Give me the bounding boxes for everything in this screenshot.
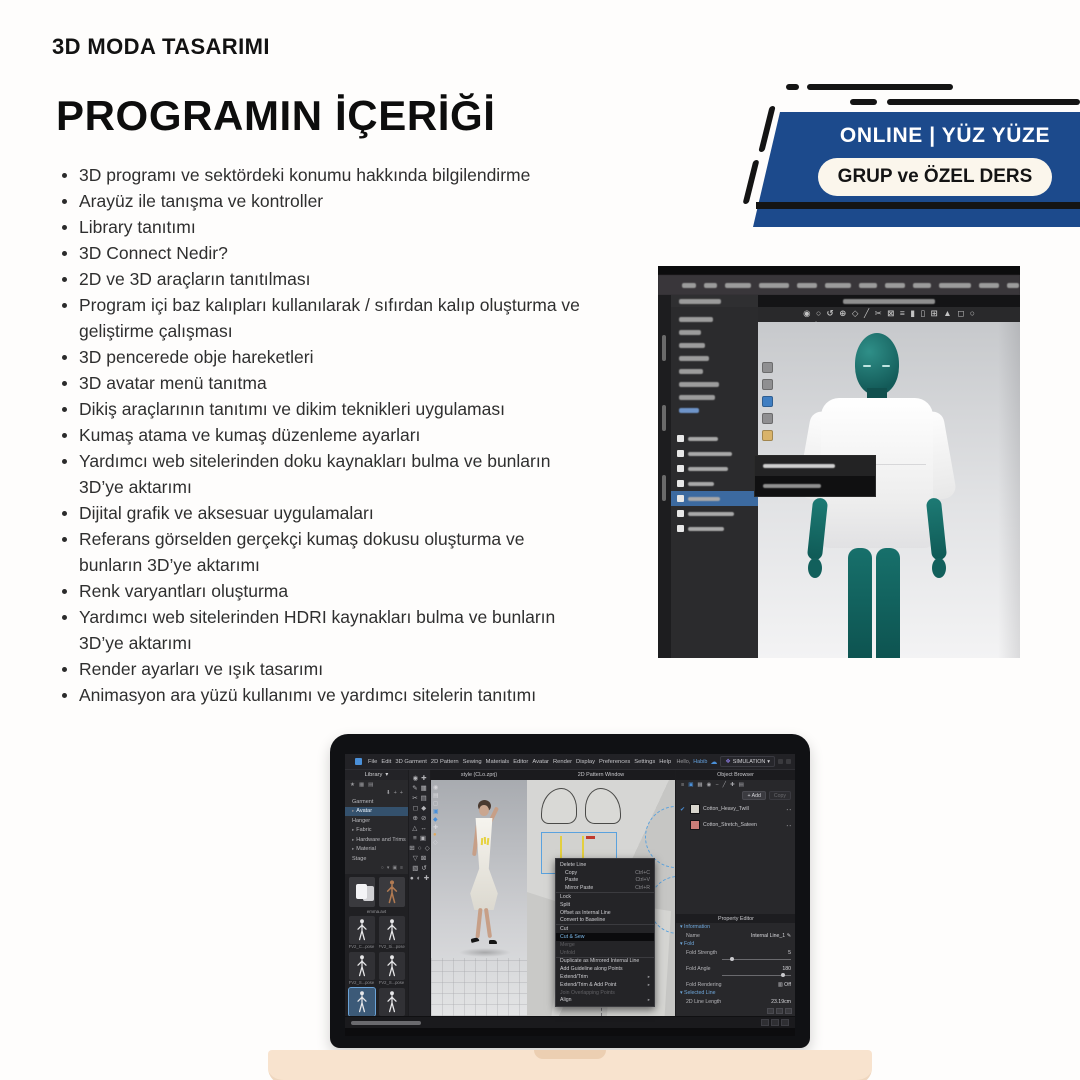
measure-mark <box>586 836 595 839</box>
context-menu-item[interactable]: Split <box>560 901 571 908</box>
model-shoe <box>471 937 480 943</box>
material-list <box>676 801 795 833</box>
slider-handle[interactable] <box>781 973 785 977</box>
file-row[interactable] <box>671 491 758 506</box>
search-icon[interactable]: ○ <box>380 864 384 871</box>
topic-item: 3D Connect Nedir? <box>60 240 587 266</box>
property-rows <box>676 948 795 989</box>
tree-item-blurred[interactable] <box>671 365 758 378</box>
app-logo-icon <box>355 758 362 765</box>
menu-item-blurred[interactable] <box>885 283 905 288</box>
topic-item: Dijital grafik ve aksesuar uygulamaları <box>60 500 587 526</box>
garment-thumbnail[interactable] <box>349 877 375 907</box>
viewport-side-icons <box>762 362 776 447</box>
menu-items <box>368 759 671 765</box>
tool-icon[interactable]: ⊠ <box>887 308 895 318</box>
model-shoe <box>489 940 497 944</box>
topic-item: Animasyon ara yüzü kullanımı ve yardımcı sitelerin tanıtımı <box>60 682 587 708</box>
viewport-icon[interactable]: ◻ <box>433 801 438 807</box>
property-editor <box>676 914 795 1016</box>
tool-icon[interactable]: ⊞ <box>930 308 938 318</box>
topic-item: Arayüz ile tanışma ve kontroller <box>60 188 587 214</box>
viewport-titlebar <box>758 295 1020 307</box>
library-add-row <box>345 789 408 797</box>
browser-icon[interactable]: ◉ <box>706 782 712 788</box>
section-selected-line[interactable]: ▾ Selected Line <box>680 990 716 996</box>
slider-handle[interactable] <box>730 957 734 961</box>
topic-item: Yardımcı web sitelerinden HDRI kaynakları bulma ve bunların 3D’ye aktarımı <box>60 604 587 656</box>
menu-item[interactable]: Sewing <box>462 758 482 765</box>
toolbar <box>758 307 1020 322</box>
check-icon: ✔ <box>680 806 686 813</box>
minimize-button[interactable] <box>778 759 783 764</box>
topic-item: 3D programı ve sektördeki konumu hakkında bilgilendirme <box>60 162 587 188</box>
context-menu-item[interactable]: Mirror Paste Ctrl+R <box>565 885 650 892</box>
material-row-icons[interactable]: ▪ ▪ <box>786 806 791 812</box>
avatar-thumbnail[interactable] <box>379 877 405 907</box>
pose-cell[interactable] <box>349 952 375 986</box>
menu-item[interactable]: 3D Garment <box>395 758 427 765</box>
checkbox[interactable] <box>677 435 684 442</box>
tool-icon[interactable]: ↔ <box>420 825 427 832</box>
username-link[interactable]: Habib <box>693 758 708 765</box>
tool-icon[interactable]: ○ <box>969 308 975 318</box>
menu-item-blurred[interactable] <box>913 283 931 288</box>
checkbox[interactable] <box>677 450 684 457</box>
tool-icon[interactable]: ▣ <box>419 835 426 842</box>
menu-item[interactable]: Render <box>553 758 573 765</box>
tool-icon[interactable]: ▦ <box>420 785 427 792</box>
menu-item-blurred[interactable] <box>979 283 999 288</box>
name-value[interactable]: Internal Line_1 ✎ <box>750 932 791 939</box>
browser-icon[interactable]: ╱ <box>722 782 726 788</box>
menu-item-blurred[interactable] <box>859 283 877 288</box>
file-row[interactable] <box>671 461 758 476</box>
context-menu-item[interactable]: Duplicate as Mirrored Internal Line <box>556 957 654 966</box>
avatar-hand <box>932 558 946 578</box>
tree-item-blurred[interactable] <box>671 404 758 417</box>
topic-item: 2D ve 3D araçların tanıtılması <box>60 266 587 292</box>
material-swatch <box>690 804 700 814</box>
library-tree-item[interactable]: Hanger <box>352 817 371 824</box>
topic-item: Library tanıtımı <box>60 214 587 240</box>
tool-icon[interactable]: ↺ <box>421 865 427 872</box>
property-row: Fold Angle 180 <box>676 964 795 978</box>
pose-figure-icon <box>384 954 400 978</box>
menu-item[interactable]: Preferences <box>599 758 631 765</box>
model-face <box>479 805 489 816</box>
section-information[interactable]: ▾ Information <box>680 924 710 930</box>
tool-strip <box>409 770 431 1016</box>
tree-item-blurred[interactable] <box>671 339 758 352</box>
viewport-icon[interactable]: ◆ <box>433 817 438 823</box>
tool-icon[interactable]: ▯ <box>920 308 926 318</box>
tool-icon[interactable]: ✂ <box>874 308 882 318</box>
kicker-title: 3D MODA TASARIMI <box>52 34 270 59</box>
pose-figure-icon <box>354 990 370 1014</box>
context-menu-item[interactable]: Delete Line <box>560 861 587 868</box>
window-titlebar <box>658 266 1020 275</box>
context-menu-item[interactable]: Extend/Trim ▸ <box>556 973 654 981</box>
menu-item[interactable]: File <box>368 758 378 765</box>
library-tree <box>345 797 408 864</box>
viewport-icon[interactable] <box>762 362 773 373</box>
topic-item: Yardımcı web sitelerinden doku kaynakları bulma ve bunların 3D’ye aktarımı <box>60 448 587 500</box>
library-icon[interactable]: ▤ <box>368 781 374 788</box>
file-row[interactable] <box>671 446 758 461</box>
floor-grid <box>431 958 527 1016</box>
tool-icon[interactable]: ◉ <box>412 775 419 782</box>
cloud-icon[interactable]: ☁ <box>710 758 718 766</box>
context-menu-item[interactable]: Unfold <box>560 949 575 956</box>
tool-icon[interactable]: ✚ <box>423 875 430 882</box>
model-leg <box>484 908 492 938</box>
scene-tree-panel <box>671 307 758 658</box>
line-length-value: 23.19cm <box>771 998 791 1005</box>
object-browser-panel <box>675 770 795 1016</box>
checkbox[interactable] <box>677 480 684 487</box>
browser-icon[interactable]: ▣ <box>688 782 694 788</box>
viewport-icon[interactable]: ▤ <box>433 793 439 799</box>
viewport-icon[interactable]: ▣ <box>433 809 439 815</box>
topic-item: 3D pencerede obje hareketleri <box>60 344 587 370</box>
tool-icon[interactable]: ≡ <box>899 308 905 318</box>
context-menu-item[interactable]: Merge <box>560 941 575 948</box>
menu-item-blurred[interactable] <box>704 283 717 288</box>
menu-item-blurred[interactable] <box>797 283 817 288</box>
pattern-2d-titlebar[interactable]: 2D Pattern Window <box>527 770 675 780</box>
context-tooltip[interactable] <box>754 455 876 497</box>
badge-outline-stroke <box>743 160 760 204</box>
checkbox[interactable] <box>677 495 684 502</box>
object-browser-icons <box>676 780 795 790</box>
search-icon[interactable]: ▾ <box>386 864 390 871</box>
screenshot-3d-avatar-software <box>658 266 1020 658</box>
tool-icon[interactable]: ⊞ <box>409 845 415 852</box>
tool-icon[interactable]: ○ <box>816 308 822 318</box>
badge-underline <box>756 202 1080 209</box>
pose-figure-icon <box>384 990 400 1014</box>
pose-file-label: FV2_S...pose <box>378 979 405 985</box>
screenshot-clo3d <box>345 754 795 1036</box>
material-row[interactable]: ✔ Cotton_Heavy_Twill ▪ ▪ <box>680 806 791 813</box>
tool-icon[interactable]: ▽ <box>412 855 418 862</box>
file-row[interactable] <box>671 431 758 446</box>
material-swatch <box>690 820 700 830</box>
avatar-eye <box>882 365 890 367</box>
menu-item[interactable]: Materials <box>485 758 510 765</box>
menu-item-blurred[interactable] <box>939 283 971 288</box>
context-menu-item[interactable]: Align ▸ <box>556 997 654 1005</box>
simulation-button[interactable]: ❖ SIMULATION ▾ <box>720 756 775 767</box>
format-badge <box>740 76 1080 236</box>
tree-item-blurred[interactable] <box>671 326 758 339</box>
topic-item: Program içi baz kalıpları kullanılarak / sıfırdan kalıp oluşturma ve geliştirme çalışması <box>60 292 587 344</box>
tool-icon[interactable]: ⊕ <box>839 308 847 318</box>
simulation-icon: ❖ <box>725 759 731 765</box>
menu-item-blurred[interactable] <box>825 283 851 288</box>
section-fold[interactable]: ▾ Fold <box>680 941 695 947</box>
browser-icon[interactable]: ▦ <box>697 782 703 788</box>
tool-icon[interactable]: ⊕ <box>412 815 418 822</box>
pose-cell[interactable] <box>349 916 375 950</box>
viewport-icon-column <box>433 784 439 846</box>
model-dress <box>469 818 499 910</box>
app-menubar[interactable] <box>658 275 1020 295</box>
library-tree-item[interactable]: ▸ Hardware and Trims <box>345 835 408 845</box>
laptop-base <box>268 1050 872 1080</box>
pose-figure-icon <box>384 918 400 942</box>
greeting-label: Hello, <box>676 758 691 765</box>
viewport-icon[interactable]: ◇ <box>433 840 438 846</box>
view-3d-window <box>431 770 527 1016</box>
avatar-leg <box>876 548 900 658</box>
add-button[interactable]: + Add <box>742 791 765 800</box>
tool-icon[interactable]: △ <box>412 825 418 832</box>
topic-item: Renk varyantları oluşturma <box>60 578 587 604</box>
menu-item[interactable]: Avatar <box>532 758 549 765</box>
pattern-piece[interactable] <box>585 788 621 824</box>
pose-file-label: FV2_S...pose <box>348 979 375 985</box>
checkbox[interactable] <box>677 465 684 472</box>
menu-item-blurred[interactable] <box>1007 283 1019 288</box>
view-3d-viewport[interactable] <box>431 780 527 1016</box>
topics-list <box>60 162 587 708</box>
tool-icon[interactable]: ✎ <box>412 785 418 792</box>
search-icon[interactable]: ▣ <box>392 864 398 871</box>
avatar-shadow <box>459 948 511 957</box>
library-tree-item[interactable]: ▸ Fabric <box>345 826 408 836</box>
tool-icon[interactable]: ● <box>409 875 414 882</box>
menu-item[interactable]: Display <box>576 758 596 765</box>
menu-item-blurred[interactable] <box>759 283 789 288</box>
line-length-label: 2D Line Length <box>686 998 722 1005</box>
pose-figure-icon <box>354 954 370 978</box>
speed-dash-icon <box>786 84 799 90</box>
avatar-leg <box>848 548 872 658</box>
model-leg <box>475 908 482 938</box>
menu-item[interactable]: Edit <box>381 758 392 765</box>
library-icon[interactable]: ★ <box>350 781 355 788</box>
topic-item: Render ayarları ve ışık tasarımı <box>60 656 587 682</box>
library-tree-item[interactable]: Stage <box>352 855 367 862</box>
panel-window-buttons <box>676 1006 795 1016</box>
tool-icon[interactable]: ◆ <box>421 805 427 812</box>
avatar-head <box>855 333 899 395</box>
tool-icon[interactable]: ⊠ <box>420 855 427 862</box>
add-icon[interactable]: + <box>399 790 403 796</box>
view-3d-titlebar[interactable]: style (CLo.zprj) <box>431 770 527 780</box>
library-tree-item[interactable]: ▸ Material <box>345 845 408 855</box>
page-title: PROGRAMIN İÇERİĞİ <box>56 92 496 139</box>
caret-down-icon: ▾ <box>385 772 389 778</box>
context-menu-item[interactable]: Lock <box>556 892 654 901</box>
menu-item[interactable]: 2D Pattern <box>430 758 459 765</box>
pose-figure-icon <box>354 918 370 942</box>
viewport-icon[interactable] <box>762 430 773 441</box>
context-menu-item[interactable]: Extend/Trim & Add Point ▸ <box>556 981 654 989</box>
pin-mark <box>484 837 486 844</box>
pattern-piece[interactable] <box>541 788 577 824</box>
file-row[interactable] <box>671 476 758 491</box>
menu-item[interactable]: Settings <box>634 758 656 765</box>
library-icon-row <box>345 780 408 789</box>
badge-pill: GRUP ve ÖZEL DERS <box>818 158 1052 196</box>
viewport-icon[interactable]: ● <box>433 832 437 838</box>
tool-icon[interactable]: ◐ <box>416 875 421 882</box>
context-menu-item[interactable]: Offset as Internal Line <box>560 909 611 916</box>
pose-file-label: FV2_C...pose <box>348 943 375 949</box>
maximize-button[interactable] <box>786 759 791 764</box>
tool-icon[interactable]: ○ <box>417 845 422 852</box>
browser-icon[interactable]: ▤ <box>738 782 744 788</box>
laptop-notch <box>534 1050 606 1059</box>
tree-item-blurred[interactable] <box>671 378 758 391</box>
browser-icon[interactable]: ≡ <box>681 782 685 788</box>
speed-dash-icon <box>850 99 877 105</box>
context-menu-item[interactable]: Cut <box>556 924 654 933</box>
tree-item-blurred[interactable] <box>671 352 758 365</box>
context-menu-item[interactable]: Join Overlapping Points <box>560 989 615 996</box>
tool-icon[interactable]: ◉ <box>803 308 811 318</box>
library-tree-item[interactable]: Garment <box>352 798 374 805</box>
property-row: Fold Rendering ▥ Off <box>686 981 791 988</box>
material-row-icons[interactable]: ▪ ▪ <box>786 822 791 828</box>
copy-button[interactable]: Copy <box>769 791 791 800</box>
menu-item[interactable]: Editor <box>513 758 529 765</box>
library-thumbnails <box>345 874 408 1024</box>
add-icon[interactable]: + <box>393 790 397 796</box>
tool-icon[interactable]: ◻ <box>412 805 419 812</box>
viewport-icon[interactable] <box>762 413 773 424</box>
tool-icon[interactable]: ▧ <box>412 865 419 872</box>
status-bar <box>345 1016 795 1028</box>
context-menu <box>555 858 655 1007</box>
library-icon[interactable]: ▦ <box>358 781 365 788</box>
topic-item: Referans görselden gerçekçi kumaş dokusu oluşturma ve bunların 3D’ye aktarımı <box>60 526 587 578</box>
topic-item: 3D avatar menü tanıtma <box>60 370 587 396</box>
pose-grid <box>348 916 405 1022</box>
library-panel <box>345 770 409 1016</box>
menu-item-blurred[interactable] <box>682 283 696 288</box>
speed-dash-icon <box>807 84 953 90</box>
object-browser-header[interactable]: Object Browser <box>676 770 795 780</box>
left-dock-rail <box>658 295 671 658</box>
browser-icon[interactable]: − <box>715 782 719 788</box>
file-list <box>671 431 758 536</box>
badge-line1: ONLINE | YÜZ YÜZE <box>839 124 1051 147</box>
search-icon[interactable]: ≡ <box>400 864 403 871</box>
topic-item: Kumaş atama ve kumaş düzenleme ayarları <box>60 422 587 448</box>
property-editor-header[interactable]: Property Editor <box>676 914 795 923</box>
add-icon[interactable]: ⬇ <box>385 790 391 796</box>
context-menu-item[interactable]: Paste Ctrl+V <box>565 877 650 884</box>
pose-cell[interactable] <box>379 952 405 986</box>
library-tree-item[interactable]: ▸ Avatar <box>345 807 408 817</box>
library-search-row <box>345 864 408 872</box>
tool-icon[interactable]: ▤ <box>420 795 427 802</box>
avatar-figure-icon <box>383 879 401 905</box>
tool-icon[interactable]: ◇ <box>424 845 430 852</box>
file-row[interactable] <box>671 506 758 521</box>
topic-item: Dikiş araçlarının tanıtımı ve dikim teknikleri uygulaması <box>60 396 587 422</box>
avatar-file-label: emma.avt <box>366 908 387 914</box>
scene-tree <box>671 307 758 417</box>
tool-icon[interactable]: ✂ <box>412 795 418 802</box>
tool-icon[interactable]: ⊘ <box>421 815 427 822</box>
tool-icon[interactable]: ✚ <box>421 775 427 782</box>
property-row: Fold Strength 5 <box>676 948 795 962</box>
tool-icon[interactable]: ↺ <box>826 308 834 318</box>
avatar-hand <box>808 558 822 578</box>
context-menu-item[interactable]: Add Guideline along Points <box>560 966 623 973</box>
tree-item-blurred[interactable] <box>671 313 758 326</box>
context-menu-item[interactable]: Cut & Sew <box>556 933 654 941</box>
pose-file-label: FV2_Si...pose <box>378 943 405 949</box>
pose-cell[interactable] <box>379 916 405 950</box>
file-row[interactable] <box>671 521 758 536</box>
panel-header <box>671 295 758 307</box>
avatar-eye <box>863 365 871 367</box>
tool-icon[interactable]: ≡ <box>413 835 417 842</box>
browser-icon[interactable]: ✚ <box>729 782 735 788</box>
tool-icon[interactable]: ▲ <box>943 308 952 318</box>
viewport-icon[interactable] <box>762 379 773 390</box>
speed-dash-icon <box>887 99 1080 105</box>
viewport-icon[interactable]: ◉ <box>433 785 439 791</box>
material-row[interactable]: Cotton_Stretch_Sateen ▪ ▪ <box>676 817 795 833</box>
tool-icon[interactable]: ╱ <box>863 308 870 318</box>
tool-icon[interactable]: ▮ <box>910 308 915 318</box>
garment-icon <box>356 884 367 899</box>
context-menu-item[interactable]: Convert to Baseline <box>560 917 606 924</box>
checkbox[interactable] <box>677 510 684 517</box>
tree-item-blurred[interactable] <box>671 391 758 404</box>
viewport-icon[interactable]: ✚ <box>433 825 439 831</box>
name-label: Name <box>686 932 700 939</box>
library-header[interactable]: Library ▾ <box>345 770 408 780</box>
context-menu-item[interactable]: Copy Ctrl+C <box>565 869 650 876</box>
tool-icon[interactable]: ◻ <box>957 308 965 318</box>
screen-chin <box>345 1028 795 1036</box>
viewport-icon[interactable] <box>762 396 773 407</box>
clo-menubar <box>345 754 795 770</box>
menu-item-blurred[interactable] <box>725 283 751 288</box>
caret-down-icon: ▾ <box>767 758 770 765</box>
menu-item[interactable]: Help <box>659 758 672 765</box>
version-text-blurred <box>351 1021 421 1025</box>
checkbox[interactable] <box>677 525 684 532</box>
tool-icon[interactable]: ◇ <box>851 308 859 318</box>
